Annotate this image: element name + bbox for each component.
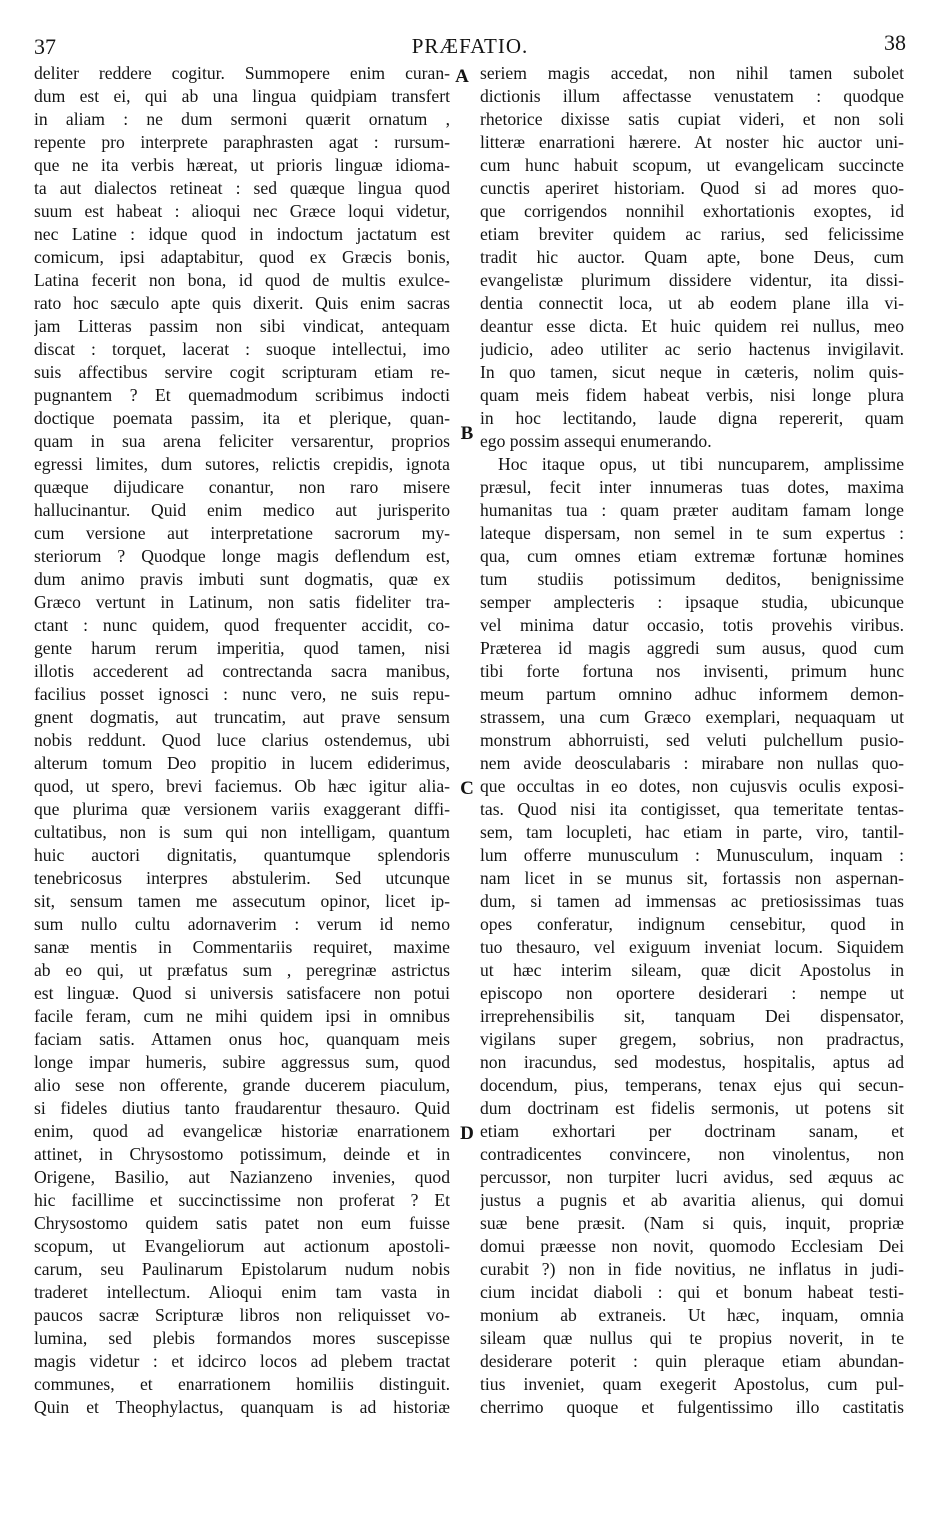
text-line: contradicentes convincere, non vinolentus, non (480, 1144, 904, 1164)
text-line: monstrum abhorruisti, sed veluti pulchellum pusio- (480, 730, 904, 750)
margin-marker-c: C (460, 778, 474, 799)
text-line: ego possim assequi enumerando. (480, 431, 712, 451)
text-line: in hoc lectitando, laude digna repererit, quam (480, 408, 904, 428)
text-line: est linguæ. Quod si universis satisfacere non potui (34, 983, 450, 1003)
text-line: suæ bene præsit. (Nam si quis, inquit, propriæ (480, 1213, 904, 1233)
text-line: cultatibus, non is sum qui non intelligam, quantum (34, 822, 450, 842)
text-line: hallucinantur. Quid enim medico aut jurisperito (34, 500, 450, 520)
page-number-left: 37 (34, 34, 56, 59)
text-line: doctique poemata passim, ita et plerique, quan- (34, 408, 450, 428)
text-line: cherrimo quoque et fulgentissimo illo castitatis (480, 1397, 904, 1417)
text-line: Origene, Basilio, aut Nazianzeno invenies, quod (34, 1167, 450, 1187)
text-line: præsul, fecit inter innumeras tuas dotes, maxima (480, 477, 904, 497)
text-line: sem, tam locupleti, hac etiam in parte, viro, tantil- (480, 822, 904, 842)
text-line: quæque dijudicare conantur, non raro misere (34, 477, 450, 497)
text-line: seriem magis accedat, non nihil tamen subolet (480, 63, 904, 83)
text-line: sum nullo cultu adornaverim : verum id nemo (34, 914, 450, 934)
right-text-column (480, 62, 904, 1419)
text-line: nam licet in se munus sit, fortassis non aspernan- (480, 868, 904, 888)
text-line: vigilans super gregem, sobrius, non pradractus, (480, 1029, 904, 1049)
text-line: tenebricosus interpres abstulerim. Sed utcunque (34, 868, 450, 888)
text-line: faciam satis. Attamen onus hoc, quanquam meis (34, 1029, 450, 1049)
text-line: dum est ei, qui ab una lingua quidpiam transfert (34, 86, 450, 106)
text-line: nem avide deosculabaris : mirabare non nullas quo- (480, 753, 904, 773)
text-line: huic auctori dignitatis, quantumque splendoris (34, 845, 450, 865)
text-line: curabit ?) non in fide novitius, ne inflatus in judi- (480, 1259, 904, 1279)
text-line: opes conferatur, indignum censebitur, quod in (480, 914, 904, 934)
text-line: lateque dispersam, non semel in te sum expertus : (480, 523, 904, 543)
text-line: ut hæc interim sileam, quæ dicit Apostolus in (480, 960, 904, 980)
text-line: non iracundus, sed modestus, hospitalis, aptus ad (480, 1052, 904, 1072)
text-line: judicio, adeo utiliter ac serio hactenus invigilavit. (480, 339, 904, 359)
text-line: In quo tamen, sicut neque in cæteris, nolim quis- (480, 362, 904, 382)
text-line: illotis accederent ad contrectanda sacra manibus, (34, 661, 450, 681)
text-line: dum, si tamen ad immensas ac pretiosissimas tuas (480, 891, 904, 911)
text-line: domui præesse non novit, quomodo Ecclesiam Dei (480, 1236, 904, 1256)
text-line: docendum, pius, temperans, tenax ejus qui secun- (480, 1075, 904, 1095)
text-line: deantur esse dicta. Et huic quidem rei nullus, meo (480, 316, 904, 336)
text-line: suum est habeat : alioqui nec Græce loqui videtur, (34, 201, 450, 221)
text-line: justus a pugnis et ab avaritia alienus, qui domui (480, 1190, 904, 1210)
text-line: traderet intellectum. Alioqui enim tam vasta in (34, 1282, 450, 1302)
text-line: si fideles diutius tanto fraudarentur thesauro. Quid (34, 1098, 450, 1118)
text-line: que corrigendos nonnihil exhortationis exoptes, id (480, 201, 904, 221)
text-line: tum studiis potissimum deditos, benignissime (480, 569, 904, 589)
text-line: tuo thesauro, vel exiguum inveniat locum. Siquidem (480, 937, 904, 957)
text-line: alterum tomum Deo propitio in lucem ediderimus, (34, 753, 450, 773)
text-line: ctant : nunc quidem, quod frequenter accidit, co- (34, 615, 450, 635)
text-line: tius inveniet, quam exegerit Apostolus, cum pul- (480, 1374, 904, 1394)
text-line: evangelistæ plurimum dissidere videntur, ita dissi- (480, 270, 904, 290)
text-line: rato hoc sæculo apte quis dixerit. Quis enim sacras (34, 293, 450, 313)
text-line: Præterea id magis aggredi sum ausus, quod cum (480, 638, 904, 658)
text-line: dictionis illum affectasse venustatem : quodque (480, 86, 904, 106)
text-line: magis videtur : et idcirco locos ad plebem tractat (34, 1351, 450, 1371)
text-line: tas. Quod nisi ita contigisset, qua temeritate tentas- (480, 799, 904, 819)
text-line: gente harum rerum imperitia, quod tamen, nisi (34, 638, 450, 658)
text-line: episcopo non oportere desiderari : nempe ut (480, 983, 904, 1003)
text-line: quam meis fidem habeat verbis, nisi longe plura (480, 385, 904, 405)
page-header (34, 30, 906, 64)
text-line: tradit hic auctor. Quam apte, bone Deus, cum (480, 247, 904, 267)
margin-marker-a: A (455, 66, 469, 87)
text-line: Chrysostomo quidem satis patet non eum fuisse (34, 1213, 450, 1233)
text-line: discat : torquet, lacerat : suoque intellectui, imo (34, 339, 450, 359)
text-line: percussor, non turpiter lucri avidus, sed æquus ac (480, 1167, 904, 1187)
text-line: lum offerre munusculum : Munusculum, inquam : (480, 845, 904, 865)
text-line: cum versione aut interpretatione sacrorum my- (34, 523, 450, 543)
text-line: litteræ enarrationi hærere. At noster hic auctor uni- (480, 132, 904, 152)
text-line: in aliam : ne dum sermoni quærit ornatum , (34, 109, 450, 129)
text-line: ab eo qui, ut præfatus sum , peregrinæ astrictus (34, 960, 450, 980)
text-line: meum partum omnino adhuc informem demon- (480, 684, 904, 704)
text-line: Hoc itaque opus, ut tibi nuncuparem, amplissime (498, 454, 904, 474)
text-line: qua, cum omnes etiam extremæ fortunæ homines (480, 546, 904, 566)
text-line: monium ab extraneis. Ut hæc, inquam, omnia (480, 1305, 904, 1325)
text-line: que plurima quæ versionem variis exaggerant diffi- (34, 799, 450, 819)
text-line: cium incidat diaboli : qui et bonum habeat testi- (480, 1282, 904, 1302)
text-line: repente pro interprete paraphrasten agat : rursum- (34, 132, 450, 152)
text-line: Quin et Theophylactus, quanquam is ad historiæ (34, 1397, 450, 1417)
text-line: facile feram, cum ne mihi quidem ipsi in omnibus (34, 1006, 450, 1026)
text-line: longe impar humeris, subire aggressus sum, quod (34, 1052, 450, 1072)
text-line: gnent dogmatis, aut truncatim, aut prave sensum (34, 707, 450, 727)
text-line: desiderare poterit : quin pleraque etiam abundan- (480, 1351, 904, 1371)
text-line: sileam quæ nullus qui te propius noverit, in te (480, 1328, 904, 1348)
text-line: cum hunc habuit scopum, ut evangelicam succincte (480, 155, 904, 175)
text-line: quod, ut spero, brevi faciemus. Ob hæc igitur alia- (34, 776, 450, 796)
text-line: communes, et enarrationem homiliis distinguit. (34, 1374, 450, 1394)
text-line: etiam breviter quidem ac rarius, sed felicissime (480, 224, 904, 244)
running-title: PRÆFATIO. (411, 34, 529, 58)
text-line: sit, sensum tamen me assecutum opinor, licet ip- (34, 891, 450, 911)
text-line: enim, quod ad evangelicæ historiæ enarrationem (34, 1121, 450, 1141)
text-line: lumina, sed plebis formandos mores suscepisse (34, 1328, 450, 1348)
text-line: paucos sacræ Scripturæ libros non reliquisset vo- (34, 1305, 450, 1325)
text-line: tibi forte fortuna nos invisenti, primum hunc (480, 661, 904, 681)
text-line: steriorum ? Quodque longe magis deflendum est, (34, 546, 450, 566)
text-line: que occultas in eo dotes, non cujusvis oculis exposi- (480, 776, 904, 796)
page-number-right: 38 (884, 30, 906, 55)
text-line: dum doctrinam est fidelis sermonis, ut potens sit (480, 1098, 904, 1118)
text-line: sanæ mentis in Commentariis requiret, maxime (34, 937, 450, 957)
text-line: deliter reddere cogitur. Summopere enim curan- (34, 63, 450, 83)
text-line: carum, seu Paulinarum Epistolarum nudum nobis (34, 1259, 450, 1279)
text-line: alio sese non offerente, grande ducerem piaculum, (34, 1075, 450, 1095)
text-line: irreprehensibilis sit, tanquam Dei dispensator, (480, 1006, 904, 1026)
text-line: dum animo pravis imbuti sunt dogmatis, quæ ex (34, 569, 450, 589)
text-line: attinet, in Chrysostomo potissimum, deinde et in (34, 1144, 450, 1164)
text-line: que ne ita verbis hæreat, ut prioris linguæ idioma- (34, 155, 450, 175)
text-line: humanitas tua : quam præter auditam famam longe (480, 500, 904, 520)
text-line: scopum, ut Evangeliorum aut actionum apostoli- (34, 1236, 450, 1256)
text-line: egressi limites, dum sutores, relictis crepidis, ignota (34, 454, 450, 474)
text-line: rhetorice dixisse satis cupiat videri, et non soli (480, 109, 904, 129)
text-line: suis affectibus servire cogit scripturam etiam re- (34, 362, 450, 382)
margin-marker-d: D (460, 1123, 474, 1144)
text-line: jam Litteras passim non sibi vindicat, antequam (34, 316, 450, 336)
text-line: facilius posset ignosci : nunc vero, ne suis repu- (34, 684, 450, 704)
text-line: vel minima datur occasio, totis provehis viribus. (480, 615, 904, 635)
text-line: nobis reddunt. Quod luce clarius ostendemus, ubi (34, 730, 450, 750)
text-line: cunctis aperiret historiam. Quod si ad mores quo- (480, 178, 904, 198)
margin-marker-b: B (460, 423, 474, 444)
text-line: Latina fecerit non bona, id quod de multis exulce- (34, 270, 450, 290)
text-line: quam in sua arena feliciter versarentur, proprios (34, 431, 450, 451)
text-line: ta aut dialectos retineat : sed quæque lingua quod (34, 178, 450, 198)
text-line: pugnantem ? Et quemadmodum scribimus indocti (34, 385, 450, 405)
text-line: hic facillime et succinctissime non proferat ? Et (34, 1190, 450, 1210)
text-line: dentia connectit loca, ut ab eodem plane illa vi- (480, 293, 904, 313)
text-line: etiam exhortari per doctrinam sanam, et (480, 1121, 904, 1141)
text-line: nec Latine : idque quod in indoctum jactatum est (34, 224, 450, 244)
text-line: semper amplecteris : ipsaque studia, ubicunque (480, 592, 904, 612)
left-text-column (34, 62, 450, 1419)
text-line: strassem, una cum Græco exemplari, nequaquam ut (480, 707, 904, 727)
text-line: comicum, ipsi adaptabitur, quod ex Græcis bonis, (34, 247, 450, 267)
text-line: Græco vertunt in Latinum, non satis fideliter tra- (34, 592, 450, 612)
